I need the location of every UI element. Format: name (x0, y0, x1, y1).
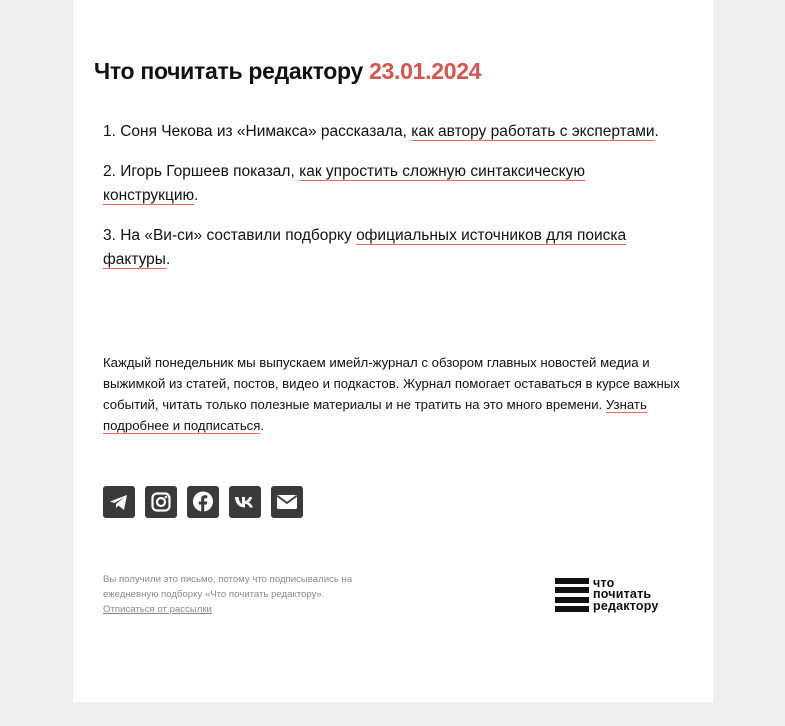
list-item (103, 160, 663, 208)
email-card (73, 0, 713, 702)
issue-date: 23.01.2024 (369, 58, 482, 84)
telegram-icon[interactable] (103, 486, 135, 518)
item-text: 1. Соня Чекова из «Нимакса» рассказала, (103, 123, 412, 140)
unsubscribe-link[interactable]: Отписаться от рассылки (103, 604, 212, 615)
item-text: 3. На «Ви-си» составили подборку (103, 227, 357, 244)
facebook-icon[interactable] (187, 486, 219, 518)
logo-wordmark: что почитать редактору (593, 575, 659, 613)
brand-logo (555, 576, 685, 614)
item-text: 2. Игорь Горшеев показал, (103, 163, 300, 180)
list-item (103, 224, 663, 272)
article-link[interactable]: как автору работать с экспертами (411, 123, 655, 140)
page-title (94, 58, 481, 85)
list-item (103, 120, 663, 144)
title-text: Что почитать редактору (94, 58, 363, 84)
email-icon[interactable] (271, 486, 303, 518)
logo-mark-icon (555, 578, 589, 612)
about-description: Каждый понедельник мы выпускаем имейл-журнал с обзором главных новостей медиа и выжимкой из статей, постов, видео и подкастов. Журнал помогает оставаться в курсе важных событий, читать только полезные материалы и не тратить на это много времени. (103, 355, 680, 412)
article-link[interactable]: официальных источников для поиска фактуры (103, 227, 627, 268)
item-suffix: . (654, 123, 659, 140)
footer-note (103, 572, 403, 617)
subscribe-link[interactable]: Узнать подробнее и подписаться (103, 397, 647, 433)
social-links (103, 486, 303, 518)
instagram-icon[interactable] (145, 486, 177, 518)
article-list (103, 120, 663, 288)
item-suffix: . (194, 187, 199, 204)
item-suffix: . (165, 251, 171, 268)
about-suffix: . (260, 418, 265, 433)
article-link[interactable]: как упростить сложную синтаксическую конструкцию (103, 163, 585, 204)
subscription-reason: Вы получили это письмо, потому что подписывались на ежедневную подборку «Что почитать редактору». (103, 574, 353, 600)
about-text (103, 352, 688, 436)
vk-icon[interactable] (229, 486, 261, 518)
